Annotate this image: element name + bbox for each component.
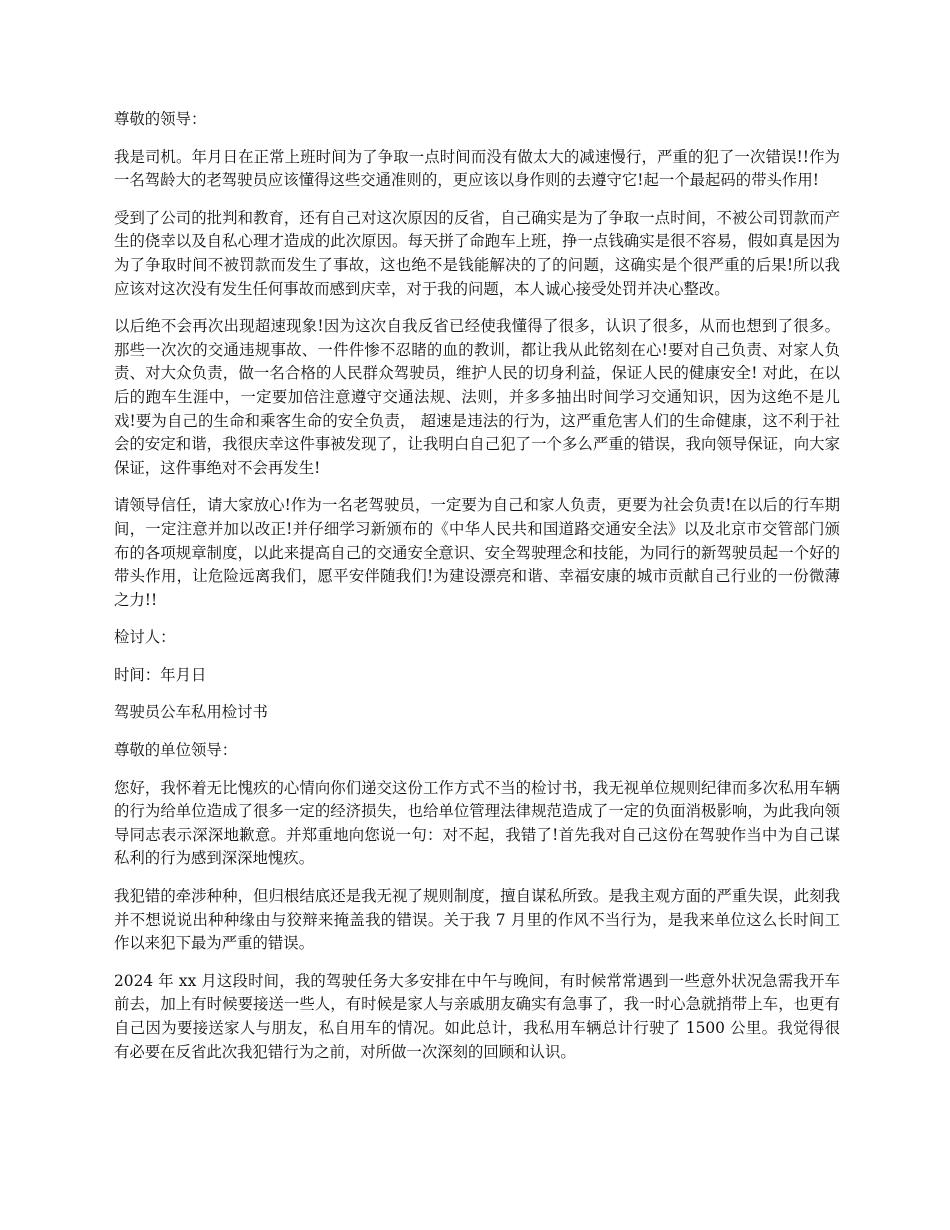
signature-line: 检讨人：: [114, 628, 176, 647]
document-page: [114, 108, 840, 1078]
date-line: 时间：年月日: [114, 665, 207, 684]
body-paragraph: 我是司机。年月日在正常上班时间为了争取一点时间而没有做太大的减速慢行，严重的犯了一次错误!!作为一名驾龄大的老驾驶员应该懂得这些交通准则的，更应该以身作则的去遵守它!起一个最起码的带头作用!: [114, 147, 840, 190]
salutation: 尊敬的单位领导：: [114, 741, 238, 760]
salutation: 尊敬的领导：: [114, 110, 207, 128]
body-paragraph: 2024 年 xx 月这段时间，我的驾驶任务大多安排在中午与晚间，有时候常常遇到一些意外状况急需我开车前去，加上有时候要接送一些人，有时候是家人与亲戚朋友确实有急事了，我一时心急就捎带上车，也更有自己因为要接送家人与朋友，私自用车的情况。如此总计，我私用车辆总计行驶了 1500 公里。我觉得很有必要在反省此次我犯错行为之前，对所做一次深刻的回顾和认识。: [114, 971, 840, 1061]
section-title: 驾驶员公车私用检讨书: [114, 703, 268, 722]
body-paragraph: 以后绝不会再次出现超速现象!因为这次自我反省已经使我懂得了很多，认识了很多，从而也想到了很多。那些一次次的交通违规事故、一件件惨不忍睹的血的教训，都让我从此铭刻在心!要对自己负责、对家人负责、对大众负责，做一名合格的人民群众驾驶员，维护人民的切身利益，保证人民的健康安全! 对此，在以后的跑车生涯中，一定要加倍注意遵守交通法规、法则，并多多抽出时间学习交通知识，因为这绝不是儿戏!要为自己的生命和乘客生命的安全负责， 超速是违法的行为，这严重危害人们的生命健康，这不利于社会的安定和谐，我很庆幸这件事被发现了，让我明白自己犯了一个多么严重的错误，我向领导保证，向大家保证，这件事绝对不会再发生!: [114, 317, 840, 477]
body-paragraph: 受到了公司的批判和教育，还有自己对这次原因的反省，自己确实是为了争取一点时间，不被公司罚款而产生的侥幸以及自私心理才造成的此次原因。每天拼了命跑车上班，挣一点钱确实是很不容易，假如真是因为为了争取时间不被罚款而发生了事故，这也绝不是钱能解决的了的问题，这确实是个很严重的后果!所以我应该对这次没有发生任何事故而感到庆幸，对于我的问题，本人诚心接受处罚并决心整改。: [114, 208, 840, 298]
body-paragraph: 我犯错的牵涉种种，但归根结底还是我无视了规则制度，擅自谋私所致。是我主观方面的严重失误，此刻我并不想说说出种种缘由与狡辩来掩盖我的错误。关于我 7 月里的作风不当行为，是我来单位这么长时间工作以来犯下最为严重的错误。: [114, 887, 840, 953]
body-paragraph: 请领导信任，请大家放心!作为一名老驾驶员，一定要为自己和家人负责，更要为社会负责!在以后的行车期间，一定注意并加以改正!并仔细学习新颁布的《中华人民共和国道路交通安全法》以及北京市交管部门颁布的各项规章制度，以此来提高自己的交通安全意识、安全驾驶理念和技能，为同行的新驾驶员起一个好的带头作用，让危险远离我们，愿平安伴随我们!为建设漂亮和谐、幸福安康的城市贡献自己行业的一份微薄之力!!: [114, 496, 840, 609]
body-paragraph: 您好，我怀着无比愧疚的心情向你们递交这份工作方式不当的检讨书，我无视单位规则纪律而多次私用车辆的行为给单位造成了很多一定的经济损失，也给单位管理法律规范造成了一定的负面消极影响，为此我向领导同志表示深深地歉意。并郑重地向您说一句：对不起，我错了!首先我对自己这份在驾驶作当中为自己谋私利的行为感到深深地愧疚。: [114, 778, 840, 868]
